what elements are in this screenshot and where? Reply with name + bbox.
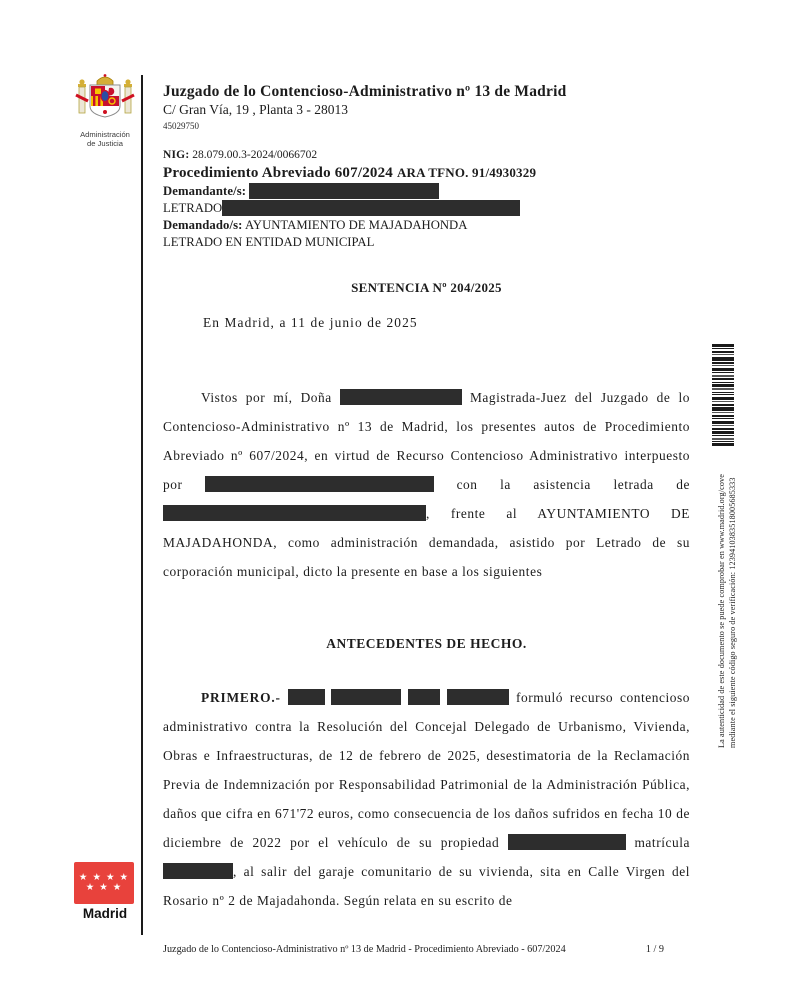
verification-text-line1: La autenticidad de este documento se puede comprobar en www.madrid.org/cove <box>717 474 726 748</box>
section-title-antecedentes: ANTECEDENTES DE HECHO. <box>326 636 527 651</box>
madrid-community-logo <box>74 862 136 921</box>
redaction-judge-name <box>340 389 462 405</box>
nig-value: 28.079.00.3-2024/0066702 <box>192 149 318 161</box>
madrid-stars-row2: ★ ★ ★ <box>85 882 123 893</box>
madrid-flag-icon <box>74 862 134 904</box>
redaction-vehicle <box>508 834 626 850</box>
redaction-demandante <box>249 183 439 199</box>
redaction-claimant-name <box>205 476 434 492</box>
redaction-letrado <box>222 200 520 216</box>
demandado-value: AYUNTAMIENTO DE MAJADAHONDA <box>244 218 468 232</box>
justice-caption <box>74 131 136 148</box>
madrid-stars-row1: ★ ★ ★ ★ <box>78 871 130 883</box>
redaction-name-part2 <box>331 689 401 705</box>
sentence-title: SENTENCIA Nº 204/2025 <box>351 280 502 295</box>
demandante-line <box>163 183 690 200</box>
justice-caption-line2: de Justicia <box>87 138 123 148</box>
spain-coat-of-arms-icon <box>75 111 135 128</box>
paragraph-vistos <box>163 383 690 586</box>
justice-administration-logo <box>74 72 136 148</box>
redaction-name-part3 <box>408 689 440 705</box>
verification-barcode-icon <box>712 344 734 453</box>
verification-text <box>716 448 738 748</box>
letrado-prefix: LETRADO <box>163 201 223 215</box>
redaction-lawyer-name <box>163 505 426 521</box>
procedure-extra: ARA TFNO. 91/4930329 <box>396 165 537 180</box>
nig-line <box>163 148 690 163</box>
redaction-name-part1 <box>288 689 325 705</box>
date-line: En Madrid, a 11 de junio de 2025 <box>203 315 418 330</box>
primero-seg2: matrícula <box>634 835 690 850</box>
vistos-seg3: con la asistencia letrada de <box>456 477 690 492</box>
vertical-divider <box>141 75 143 935</box>
primero-seg1: formuló recurso contencioso administrativo contra la Resolución del Concejal Delegado de Urbanismo, Vivienda, Obras e Infraestructuras, de 12 de febrero de 2025, desestimatoria de la Reclamación Previa de Indemnización por Responsabilidad Patrimonial de la Administración Pública, daños que cifra en 671'72 euros, como consecuencia de los daños sufridos en fecha 10 de diciembre de 2022 por el vehículo de su propiedad <box>163 690 690 850</box>
redaction-name-part4 <box>447 689 509 705</box>
page-indicator: 1 / 9 <box>645 944 664 955</box>
vistos-seg2: Magistrada-Juez del Juzgado de lo Contencioso-Administrativo nº 13 de Madrid, los presentes autos de Procedimiento Abreviado nº 607/2024, en virtud de Recurso Contencioso Administrativo interpuesto por <box>163 390 690 492</box>
madrid-caption: Madrid <box>82 906 128 921</box>
primero-seg3: , al salir del garaje comunitario de su vivienda, sita en Calle Virgen del Rosario nº 2 de Majadahonda. Según relata en su escrito de <box>163 864 690 908</box>
justice-caption-line1: Administración <box>80 130 130 139</box>
primero-label: PRIMERO.- <box>201 690 281 705</box>
demandado-line <box>163 217 690 234</box>
vistos-seg1: Vistos por mí, Doña <box>201 390 332 405</box>
letrado-entidad-line: LETRADO EN ENTIDAD MUNICIPAL <box>163 235 375 249</box>
court-name: Juzgado de lo Contencioso-Administrativo nº 13 de Madrid <box>163 83 567 100</box>
demandante-label: Demandante/s: <box>163 184 247 198</box>
vistos-seg4: , frente al AYUNTAMIENTO DE MAJADAHONDA, como administración demandada, asistido por Letrado de su corporación municipal, dicto la presente en base a los siguientes <box>163 506 690 579</box>
document-body <box>163 75 690 915</box>
letrado-line <box>163 200 690 217</box>
page-footer <box>163 944 690 955</box>
redaction-plate <box>163 863 233 879</box>
court-address: C/ Gran Vía, 19 , Planta 3 - 28013 <box>163 102 348 117</box>
nig-label: NIG: <box>163 149 190 161</box>
verification-text-line2: mediante el siguiente código seguro de verificación: 1239410383518005685333 <box>728 477 737 748</box>
procedure-main: Procedimiento Abreviado 607/2024 <box>163 165 394 181</box>
procedure-line <box>163 163 690 183</box>
office-code: 45029750 <box>163 121 199 131</box>
demandado-label: Demandado/s: <box>163 218 243 232</box>
paragraph-primero <box>163 683 690 915</box>
footer-text: Juzgado de lo Contencioso-Administrativo nº 13 de Madrid - Procedimiento Abreviado - 607/2024 <box>163 944 566 955</box>
